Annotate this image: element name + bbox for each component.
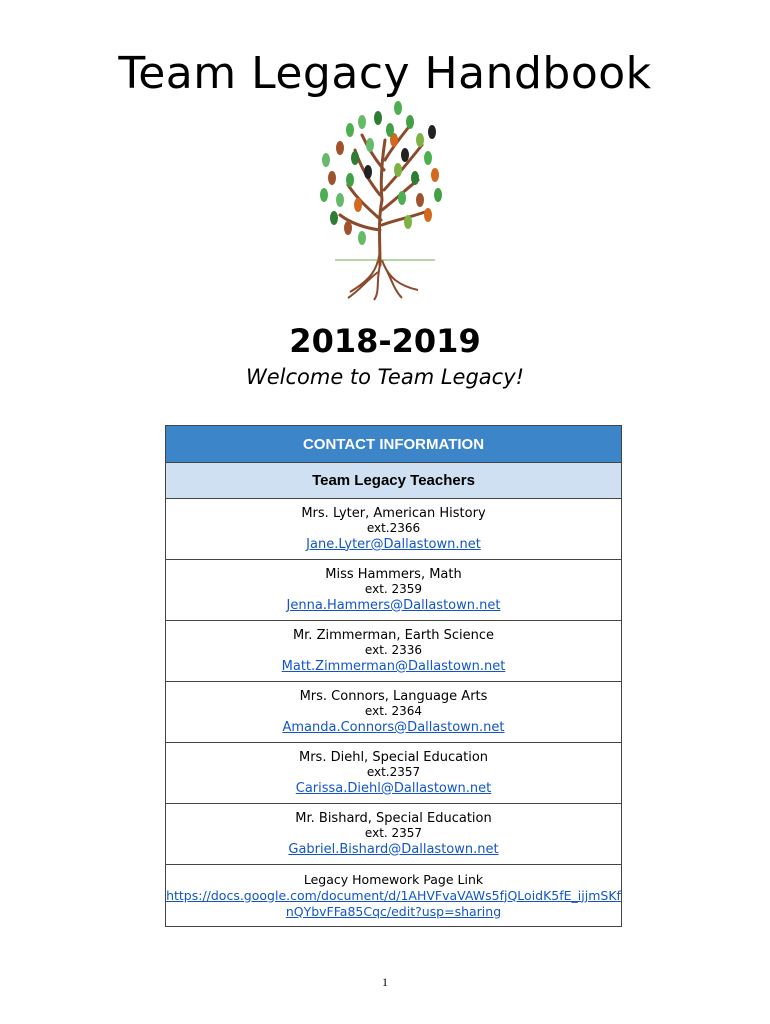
teacher-row [166,804,622,865]
teacher-row [166,560,622,621]
homework-link[interactable]: https://docs.google.com/document/d/1AHVFvaVAWs5fjQLoidK5fE_ijjmSKfnQYbvFFa85Cqc/edit?usp=sharing [166,887,621,919]
teacher-row [166,499,622,560]
teachers-subheader: Team Legacy Teachers [166,463,622,499]
document-title: Team Legacy Handbook [118,48,652,99]
teacher-row [166,743,622,804]
teacher-email-link[interactable]: Matt.Zimmerman@Dallastown.net [281,658,506,674]
teacher-name: Miss Hammers, Math [325,566,462,582]
teacher-name: Mrs. Lyter, American History [301,505,486,521]
homework-row [166,865,622,927]
tree-logo [310,100,460,305]
teacher-ext: ext. 2364 [364,704,423,719]
teacher-ext: ext. 2357 [364,826,423,841]
page-number: 1 [382,975,388,989]
welcome-message: Welcome to Team Legacy! [245,365,525,389]
contact-header: CONTACT INFORMATION [166,426,622,463]
contact-table [165,425,622,927]
homework-label: Legacy Homework Page Link [303,871,484,887]
teacher-ext: ext.2357 [366,765,421,780]
teacher-ext: ext. 2359 [364,582,423,597]
teacher-email-link[interactable]: Gabriel.Bishard@Dallastown.net [288,841,499,857]
teacher-name: Mrs. Diehl, Special Education [298,749,489,765]
teacher-name: Mr. Zimmerman, Earth Science [292,627,495,643]
teacher-ext: ext. 2336 [364,643,423,658]
teacher-row [166,621,622,682]
teacher-email-link[interactable]: Amanda.Connors@Dallastown.net [282,719,505,735]
teacher-name: Mrs. Connors, Language Arts [299,688,488,704]
teacher-name: Mr. Bishard, Special Education [295,810,492,826]
teacher-email-link[interactable]: Carissa.Diehl@Dallastown.net [295,780,492,796]
teacher-ext: ext.2366 [366,521,421,536]
teacher-row [166,682,622,743]
teacher-email-link[interactable]: Jane.Lyter@Dallastown.net [306,536,481,552]
teacher-email-link[interactable]: Jenna.Hammers@Dallastown.net [286,597,501,613]
school-year: 2018-2019 [289,322,481,360]
